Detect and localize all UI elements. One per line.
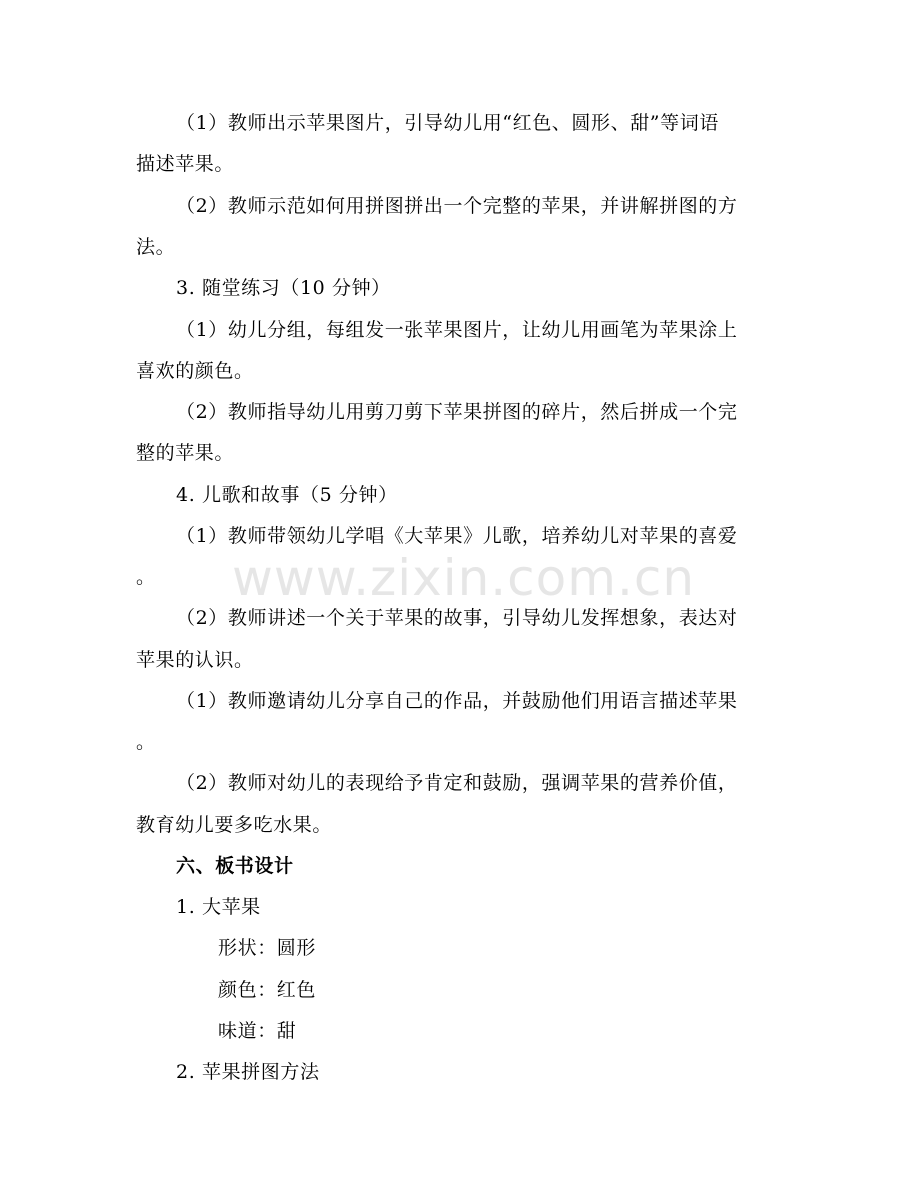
paragraph-line: （1）教师出示苹果图片，引导幼儿用“红色、圆形、甜”等词语 [176,112,719,134]
paragraph-line: （2）教师示范如何用拼图拼出一个完整的苹果，并讲解拼图的方 [176,195,738,217]
paragraph-line: 整的苹果。 [136,442,235,464]
paragraph-line: （1）教师带领幼儿学唱《大苹果》儿歌，培养幼儿对苹果的喜爱 [176,525,738,547]
list-item: 形状：圆形 [218,937,317,959]
paragraph-line: 。 [136,566,156,588]
list-item: 颜色：红色 [218,979,317,1001]
paragraph-line: （1）教师邀请幼儿分享自己的作品，并鼓励他们用语言描述苹果 [176,690,738,712]
paragraph-line: 苹果的认识。 [136,649,254,671]
watermark: www.zixin.com.cn [232,549,696,607]
section-heading: 3. 随堂练习（10 分钟） [176,277,391,299]
section-title: 六、板书设计 [176,855,294,877]
paragraph-line: （1）幼儿分组，每组发一张苹果图片，让幼儿用画笔为苹果涂上 [176,319,738,341]
paragraph-line: （2）教师讲述一个关于苹果的故事，引导幼儿发挥想象，表达对 [176,607,738,629]
paragraph-line: （2）教师对幼儿的表现给予肯定和鼓励，强调苹果的营养价值， [176,772,738,794]
paragraph-line: 。 [136,731,156,753]
list-item: 味道：甜 [218,1020,297,1042]
list-heading: 1. 大苹果 [176,896,261,918]
paragraph-line: 教育幼儿要多吃水果。 [136,814,333,836]
section-heading: 4. 儿歌和故事（5 分钟） [176,484,398,506]
paragraph-line: 法。 [136,236,176,258]
list-heading: 2. 苹果拼图方法 [176,1061,320,1083]
paragraph-line: 喜欢的颜色。 [136,360,254,382]
paragraph-line: （2）教师指导幼儿用剪刀剪下苹果拼图的碎片，然后拼成一个完 [176,401,738,423]
paragraph-line: 描述苹果。 [136,153,235,175]
